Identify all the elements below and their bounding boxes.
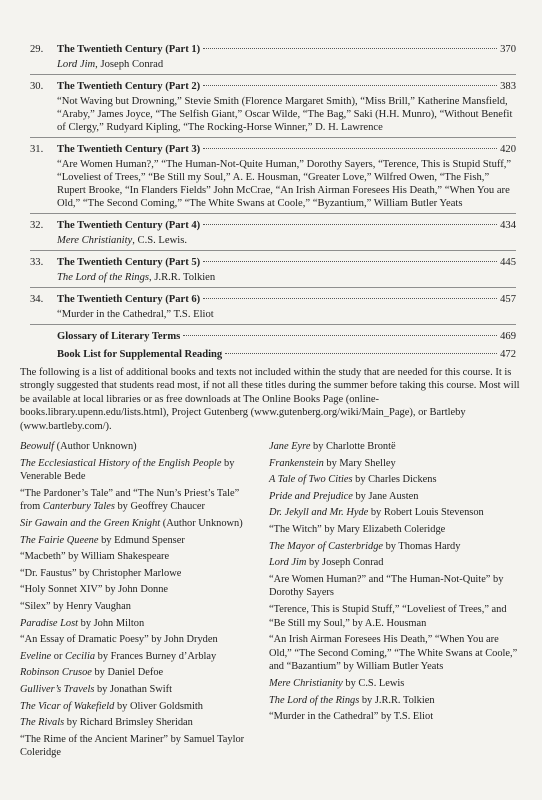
book-title-italic: The Lord of the Rings [57, 272, 150, 283]
toc-entry-description [57, 308, 516, 321]
toc-extra-title: Glossary of Literary Terms [57, 331, 181, 342]
text-run: “The Witch” by Mary Elizabeth Coleridge [269, 523, 446, 535]
toc-entry-header [30, 256, 516, 269]
toc-entry-page: 434 [500, 220, 516, 231]
toc-entry-description [57, 271, 516, 284]
book-list-item [20, 683, 260, 697]
book-title-italic: Robinson Crusoe [20, 667, 92, 679]
text-run: “Murder in the Cathedral” by T.S. Eliot [269, 711, 434, 723]
toc-entry [30, 293, 516, 325]
book-list-item [20, 550, 260, 564]
toc-entry-description [57, 234, 516, 247]
toc-entry-page: 445 [500, 257, 516, 268]
toc-entry-header [30, 43, 516, 56]
toc-entry-title: The Twentieth Century (Part 5) [57, 257, 201, 268]
book-list-item [20, 617, 260, 631]
text-run: by Daniel Defoe [91, 667, 164, 679]
toc-entry-header [30, 219, 516, 232]
toc-entry-title: The Twentieth Century (Part 2) [57, 81, 201, 92]
text-run: by C.S. Lewis [342, 677, 405, 689]
toc-entry-number: 30. [30, 81, 44, 92]
toc-entry-page: 457 [500, 294, 516, 305]
text-run: , J.R.R. Tolkien [149, 272, 216, 283]
toc-entry-title: The Twentieth Century (Part 1) [57, 44, 201, 55]
toc-entry-description [57, 58, 516, 71]
book-title-italic: Jane Eyre [269, 441, 311, 452]
book-list-item [20, 567, 260, 581]
text-run: “The Rime of the Ancient Mariner” by Samuel Taylor Coleridge [20, 733, 245, 759]
book-list-item [269, 633, 524, 674]
toc-entry [30, 80, 516, 138]
dot-leader [225, 353, 497, 354]
book-title-italic: A Tale of Two Cities [269, 474, 353, 486]
book-list-item [20, 534, 260, 548]
dot-leader [203, 148, 497, 149]
toc-extra-page: 469 [500, 331, 516, 342]
text-run: by Jane Austen [352, 490, 419, 502]
text-run: by Robert Louis Stevenson [368, 507, 484, 519]
book-title-italic: Frankenstein [269, 457, 324, 469]
toc-entry-number: 29. [30, 44, 44, 55]
book-title-italic: Lord Jim [57, 59, 96, 70]
book-list-item [269, 523, 524, 537]
book-list-item [20, 666, 260, 680]
text-run: by Charlotte Brontë [310, 441, 396, 452]
dot-leader [203, 224, 497, 225]
book-list-right [269, 440, 524, 727]
book-title-italic: Gulliver’s Travels [20, 683, 95, 695]
text-run: “Are Women Human?” and “The Human-Not-Quite” by Dorothy Sayers [269, 573, 504, 599]
toc-extra-page: 472 [500, 349, 516, 360]
toc-entry-number: 31. [30, 144, 44, 155]
book-list-item [269, 573, 524, 600]
book-title-italic: Mere Christianity [269, 677, 343, 689]
text-run: by Jonathan Swift [94, 683, 173, 695]
book-list-item [269, 540, 524, 554]
book-title-italic: The Ecclesiastical History of the English People [20, 457, 222, 469]
toc-extra-title: Book List for Supplemental Reading [57, 349, 223, 360]
book-title-italic: The Rivals [20, 717, 65, 729]
text-run: “Terence, This is Stupid Stuff,” “Loveliest of Trees,” and “Be Still my Soul,” by A.E. Housman [269, 603, 507, 629]
text-run: by Richard Brimsley Sheridan [64, 717, 193, 729]
book-title-italic: Cecilia [65, 650, 96, 662]
text-run: (Author Unknown) [54, 441, 137, 452]
toc-entry-number: 34. [30, 294, 44, 305]
text-run: by Mary Shelley [323, 457, 396, 469]
toc-entry [30, 219, 516, 251]
text-run: by Charles Dickens [352, 474, 437, 486]
text-run: by John Milton [78, 617, 145, 629]
book-title-italic: Lord Jim [269, 557, 307, 569]
toc-entry-description [57, 158, 516, 210]
text-run: “Macbeth” by William Shakespeare [20, 551, 170, 563]
text-run: “An Essay of Dramatic Poesy” by John Dryden [20, 634, 218, 646]
book-list-item [20, 583, 260, 597]
toc-entry-title: The Twentieth Century (Part 3) [57, 144, 201, 155]
book-list-item [20, 650, 260, 664]
toc-entry-description [57, 95, 516, 134]
dot-leader [203, 85, 497, 86]
text-run: or [51, 650, 66, 662]
text-run: “Silex” by Henry Vaughan [20, 600, 131, 612]
toc-entry-title: The Twentieth Century (Part 4) [57, 220, 201, 231]
book-title-italic: The Lord of the Rings [269, 694, 360, 706]
book-list-item [20, 733, 260, 760]
book-title-italic: Pride and Prejudice [269, 490, 353, 502]
book-list-item [269, 457, 524, 471]
dot-leader [203, 48, 497, 49]
toc-entry [30, 143, 516, 214]
text-run: “An Irish Airman Foresees His Death,” “When You are Old,” “The Second Coming,” “The White Swans at Coole,” and “Bazantium” by William Butler Yeats [269, 634, 518, 673]
book-title-italic: Dr. Jekyll and Mr. Hyde [269, 507, 369, 519]
toc-extra-entry [57, 348, 516, 361]
text-run: , Joseph Conrad [95, 59, 164, 70]
book-title-italic: Paradise Lost [20, 617, 79, 629]
book-title-italic: Mere Christianity [57, 235, 133, 246]
toc-entry-header [30, 80, 516, 93]
text-run: by Thomas Hardy [383, 540, 461, 552]
text-run: , C.S. Lewis. [132, 235, 187, 246]
text-run: “Holy Sonnet XIV” by John Donne [20, 584, 169, 596]
book-list-item [269, 473, 524, 487]
book-title-italic: The Fairie Queene [20, 534, 99, 546]
toc-entry-page: 420 [500, 144, 516, 155]
book-list-item [269, 506, 524, 520]
toc-entry-header [30, 143, 516, 156]
book-list-item [269, 603, 524, 630]
book-title-italic: Canterbury Tales [42, 501, 115, 513]
text-run: “Murder in the Cathedral,” T.S. Eliot [57, 309, 214, 320]
text-run: by Geoffrey Chaucer [114, 501, 205, 513]
book-list-item [269, 440, 524, 454]
book-title-italic: The Vicar of Wakefield [20, 700, 115, 712]
book-title-italic: Eveline [20, 650, 52, 662]
book-list-item [269, 710, 524, 724]
dot-leader [183, 335, 497, 336]
dot-leader [203, 298, 497, 299]
toc-entry-header [30, 293, 516, 306]
text-run: by Joseph Conrad [306, 557, 384, 569]
text-run: “The Pardoner’s Tale” and “The Nun’s Priest’s Tale” from [20, 487, 240, 513]
book-list-item [20, 700, 260, 714]
toc-entry-number: 33. [30, 257, 44, 268]
book-list-item [20, 600, 260, 614]
toc-entry-page: 383 [500, 81, 516, 92]
text-run: by Venerable Bede [20, 457, 235, 483]
book-list-item [20, 633, 260, 647]
toc-extra-entry [57, 330, 516, 343]
toc-entry-title: The Twentieth Century (Part 6) [57, 294, 201, 305]
table-of-contents [30, 43, 516, 366]
book-list-item [20, 716, 260, 730]
book-list-item [269, 490, 524, 504]
book-list-left [20, 440, 260, 763]
toc-entry-number: 32. [30, 220, 44, 231]
intro-paragraph: The following is a list of additional books and texts not included within the study that are needed for this course. It is strongly suggested that students read most, if not all these titles during the summer before taking this course. Most will be available at local libraries or as free downloads at The Online Books Page (online-books.library.upenn.edu/lists.html), Project Gutenberg (www.gutenberg.org/wiki/Main_Page), or Bartleby (www.bartleby.com/). [20, 367, 520, 432]
book-list-item [269, 677, 524, 691]
text-run: “Dr. Faustus” by Christopher Marlowe [20, 567, 182, 579]
text-run: (Author Unknown) [160, 517, 243, 529]
text-run: by Oliver Goldsmith [114, 700, 203, 712]
toc-entry [30, 43, 516, 75]
text-run: by J.R.R. Tolkien [359, 694, 435, 706]
book-list-item [20, 487, 260, 514]
book-title-italic: Beowulf [20, 441, 55, 452]
book-list-item [269, 556, 524, 570]
text-run: by Edmund Spenser [98, 534, 185, 546]
book-title-italic: The Mayor of Casterbridge [269, 540, 384, 552]
text-run: “Are Women Human?,” “The Human-Not-Quite Human,” Dorothy Sayers, “Terence, This is Stupid Stuff,” “Loveliest of Trees,” “Be Still my Soul,” A. E. Housman, “Greater Love,” Wilfred Owen, “The Fish,” Rupert Brooke, “In Flanders Fields” John McCrae, “An Irish Airman Foresees His Death,” “When You are Old,” “The Second Coming,” “The White Swans at Coole,” “Byzantium,” William Butler Yeats [57, 159, 512, 209]
dot-leader [203, 261, 497, 262]
book-list-item [20, 457, 260, 484]
book-list-item [269, 694, 524, 708]
book-list-item [20, 440, 260, 454]
book-title-italic: Sir Gawain and the Green Knight [20, 517, 161, 529]
text-run: by Frances Burney d’Arblay [95, 650, 217, 662]
text-run: “Not Waving but Drowning,” Stevie Smith (Florence Margaret Smith), “Miss Brill,” Katherine Mansfield, “Araby,” James Joyce, “The Selfish Giant,” Oscar Wilde, “The Bag,” Saki (H.H. Munro), “Without Benefit of Clergy,” Rudyard Kipling, “The Rocking-Horse Winner,” D. H. Lawrence [57, 96, 513, 133]
toc-entry-page: 370 [500, 44, 516, 55]
book-list-item [20, 517, 260, 531]
toc-entry [30, 256, 516, 288]
